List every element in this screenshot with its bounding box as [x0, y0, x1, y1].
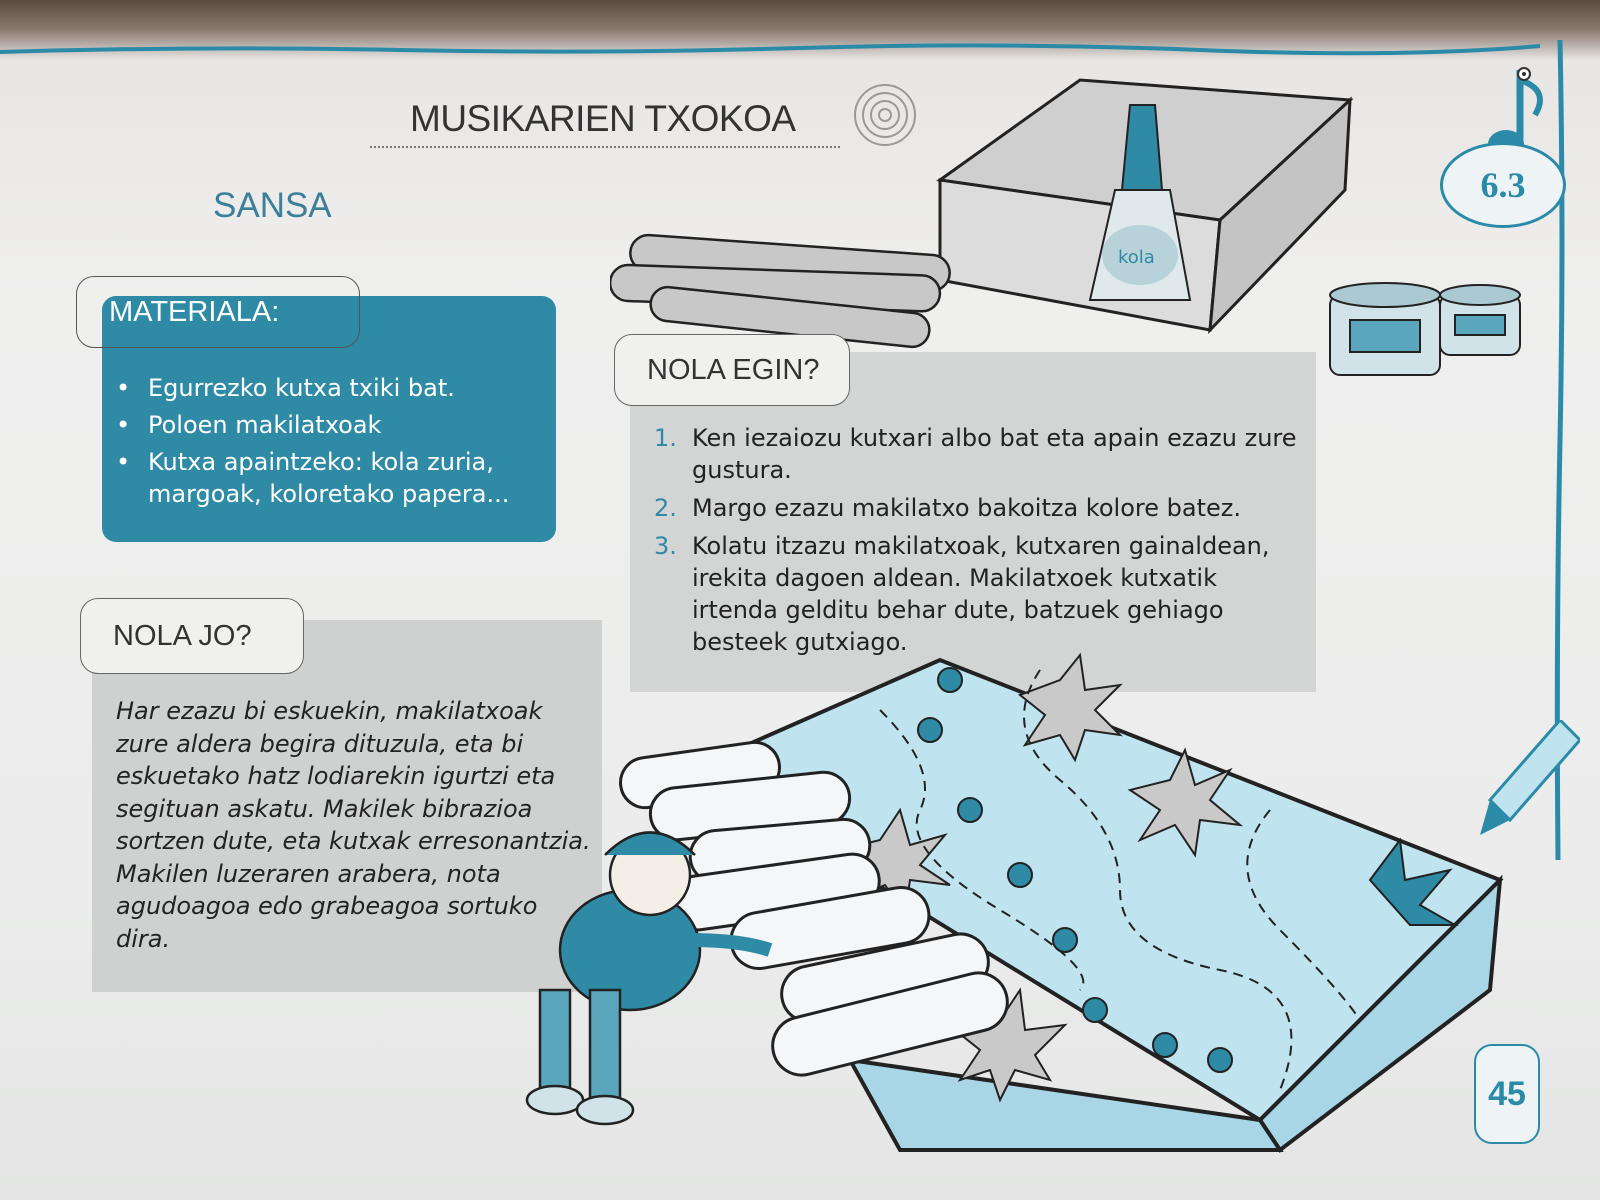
step-number: 1.: [654, 424, 677, 452]
step-text: Margo ezazu makilatxo bakoitza kolore batez.: [692, 494, 1241, 522]
step-text: Ken iezaiozu kutxari albo bat eta apain ezazu zure gustura.: [692, 424, 1297, 484]
page-title: MUSIKARIEN TXOKOA: [410, 98, 796, 139]
list-item: • Kutxa apaintzeko: kola zuria, margoak, koloretako papera...: [110, 446, 550, 510]
section-badge: 6.3: [1440, 142, 1566, 228]
list-item: • Poloen makilatxoak: [110, 409, 550, 441]
step-number: 2.: [654, 494, 677, 522]
list-item: [650, 422, 1310, 486]
list-item: • Egurrezko kutxa txiki bat.: [110, 372, 550, 404]
list-item: [650, 530, 1310, 658]
top-border-line: [0, 40, 1600, 60]
playing-text: Har ezazu bi eskuekin, makilatxoak zure aldera begira dituzula, eta bi eskuetako hatz lodiarekin igurtzi eta segituan askatu. Makilek bibrazioa sortzen dute, eta kutxak erresonantzia. Makilen luzeraren arabera, nota agudoagoa edo grabeagoa sortuko dira.: [116, 697, 591, 953]
glue-label: kola: [1118, 247, 1155, 268]
page-number: 45: [1474, 1044, 1540, 1144]
list-item: [650, 492, 1310, 524]
instrument-title: SANSA: [213, 186, 332, 225]
paint-pots-icon: [1330, 283, 1520, 375]
pencil-icon: [1480, 720, 1580, 840]
materials-heading: MATERIALA:: [76, 276, 360, 348]
materials-list: [110, 372, 550, 515]
step-number: 3.: [654, 532, 677, 560]
step-text: Kolatu itzazu makilatxoak, kutxaren gainaldean, irekita dagoen aldean. Makilatxoek kutxatik irtenda gelditu behar dute, batzuek gehiago besteek gutxiago.: [692, 532, 1270, 656]
sansa-illustration: [520, 650, 1510, 1160]
instructions-heading: NOLA EGIN?: [614, 334, 850, 406]
playing-heading: NOLA JO?: [80, 598, 304, 674]
instructions-list: [650, 422, 1310, 664]
